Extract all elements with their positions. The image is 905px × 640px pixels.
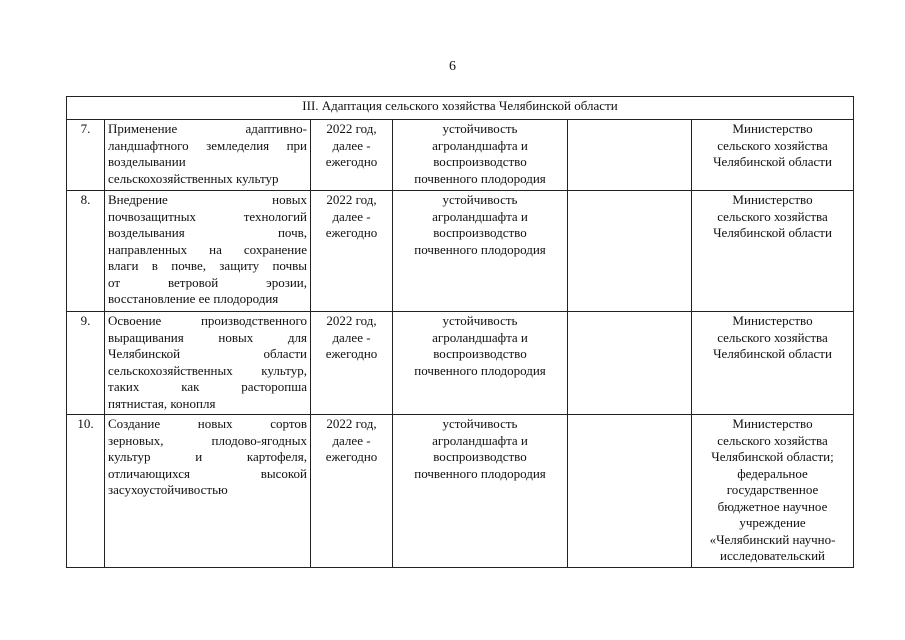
measure-line: сельскохозяйственных культур,: [108, 362, 307, 378]
measure-line: выращивания новых для: [108, 329, 307, 345]
executor-line: сельского хозяйства: [717, 208, 828, 224]
measure-line: отличающихся высокой: [108, 465, 307, 481]
executor-line: Министерство: [732, 313, 813, 328]
executor-line: Министерство: [732, 121, 813, 136]
result-cell: [393, 120, 568, 191]
term-line: 2022 год,: [326, 313, 377, 328]
executor-line: Челябинской области: [713, 154, 832, 169]
result-line: агроландшафта и: [432, 137, 528, 153]
measure-line: ландшафтного земледелия при: [108, 137, 307, 153]
measure-line: Применение адаптивно-: [108, 121, 307, 136]
term-line: ежегодно: [325, 225, 378, 240]
section-header-row: [67, 97, 854, 120]
measure-line: засухоустойчивостью: [108, 482, 228, 497]
measure-line: направленных на сохранение: [108, 241, 307, 257]
term-line: далее -: [332, 329, 371, 345]
executor-line: «Челябинский научно-: [709, 531, 836, 547]
measure-cell: [105, 415, 311, 568]
executor-line: Челябинской области;: [711, 449, 834, 464]
table-row: [67, 191, 854, 312]
table-row: [67, 415, 854, 568]
result-line: воспроизводство: [433, 225, 527, 240]
result-line: устойчивость: [442, 121, 518, 136]
executor-cell: [692, 415, 854, 568]
measure-cell: [105, 191, 311, 312]
measure-line: сельскохозяйственных культур: [108, 170, 279, 186]
measure-cell: [105, 120, 311, 191]
term-line: ежегодно: [325, 449, 378, 464]
result-cell: [393, 312, 568, 415]
empty-cell: [568, 312, 692, 415]
term-line: 2022 год,: [326, 121, 377, 136]
result-line: устойчивость: [442, 416, 518, 431]
executor-line: Челябинской области: [713, 346, 832, 361]
page-number: 6: [449, 59, 456, 74]
executor-cell: [692, 312, 854, 415]
empty-cell: [568, 120, 692, 191]
result-line: агроландшафта и: [432, 432, 528, 448]
result-line: почвенного плодородия: [414, 465, 546, 481]
executor-line: сельского хозяйства: [717, 137, 828, 153]
measure-line: возделывании: [108, 154, 186, 169]
term-cell: [311, 120, 393, 191]
executor-line: Министерство: [732, 416, 813, 431]
term-line: далее -: [332, 432, 371, 448]
executor-line: государственное: [726, 482, 819, 497]
executor-cell: [692, 120, 854, 191]
result-line: агроландшафта и: [432, 208, 528, 224]
executor-line: бюджетное научное: [717, 498, 828, 514]
result-line: почвенного плодородия: [414, 241, 546, 257]
term-line: ежегодно: [325, 154, 378, 169]
measure-line: от ветровой эрозии,: [108, 274, 307, 290]
empty-cell: [568, 415, 692, 568]
executor-line: сельского хозяйства: [717, 329, 828, 345]
result-line: воспроизводство: [433, 154, 527, 169]
executor-line: исследовательский: [720, 548, 825, 563]
term-line: 2022 год,: [326, 416, 377, 431]
result-line: устойчивость: [442, 313, 518, 328]
measure-line: возделывания почв,: [108, 225, 307, 240]
executor-line: Министерство: [732, 192, 813, 207]
result-line: воспроизводство: [433, 346, 527, 361]
measure-line: Освоение производственного: [108, 313, 307, 328]
measure-line: таких как расторопша: [108, 379, 307, 394]
row-number: 7.: [67, 120, 105, 191]
term-cell: [311, 415, 393, 568]
measure-line: восстановление ее плодородия: [108, 291, 279, 306]
result-cell: [393, 415, 568, 568]
executor-line: федеральное: [737, 465, 808, 481]
result-cell: [393, 191, 568, 312]
term-cell: [311, 312, 393, 415]
executor-cell: [692, 191, 854, 312]
result-line: почвенного плодородия: [414, 362, 546, 378]
measure-line: Внедрение новых: [108, 192, 307, 207]
measure-line: зерновых, плодово-ягодных: [108, 432, 307, 448]
measure-line: Челябинской области: [108, 346, 307, 361]
row-number: 10.: [67, 415, 105, 568]
measure-line: Создание новых сортов: [108, 416, 307, 431]
result-line: почвенного плодородия: [414, 170, 546, 186]
measure-line: культур и картофеля,: [108, 449, 307, 464]
table-row: [67, 312, 854, 415]
result-line: агроландшафта и: [432, 329, 528, 345]
term-cell: [311, 191, 393, 312]
empty-cell: [568, 191, 692, 312]
executor-line: Челябинской области: [713, 225, 832, 240]
term-line: 2022 год,: [326, 192, 377, 207]
section-title: III. Адаптация сельского хозяйства Челябинской области: [67, 97, 854, 120]
result-line: воспроизводство: [433, 449, 527, 464]
row-number: 9.: [67, 312, 105, 415]
term-line: ежегодно: [325, 346, 378, 361]
measure-line: пятнистая, конопля: [108, 395, 216, 411]
measure-line: влаги в почве, защиту почвы: [108, 258, 307, 273]
result-line: устойчивость: [442, 192, 518, 207]
measures-table: [66, 96, 854, 568]
executor-line: сельского хозяйства: [717, 432, 828, 448]
term-line: далее -: [332, 137, 371, 153]
executor-line: учреждение: [739, 515, 806, 530]
table-row: [67, 120, 854, 191]
measure-line: почвозащитных технологий: [108, 208, 307, 224]
row-number: 8.: [67, 191, 105, 312]
measure-cell: [105, 312, 311, 415]
term-line: далее -: [332, 208, 371, 224]
